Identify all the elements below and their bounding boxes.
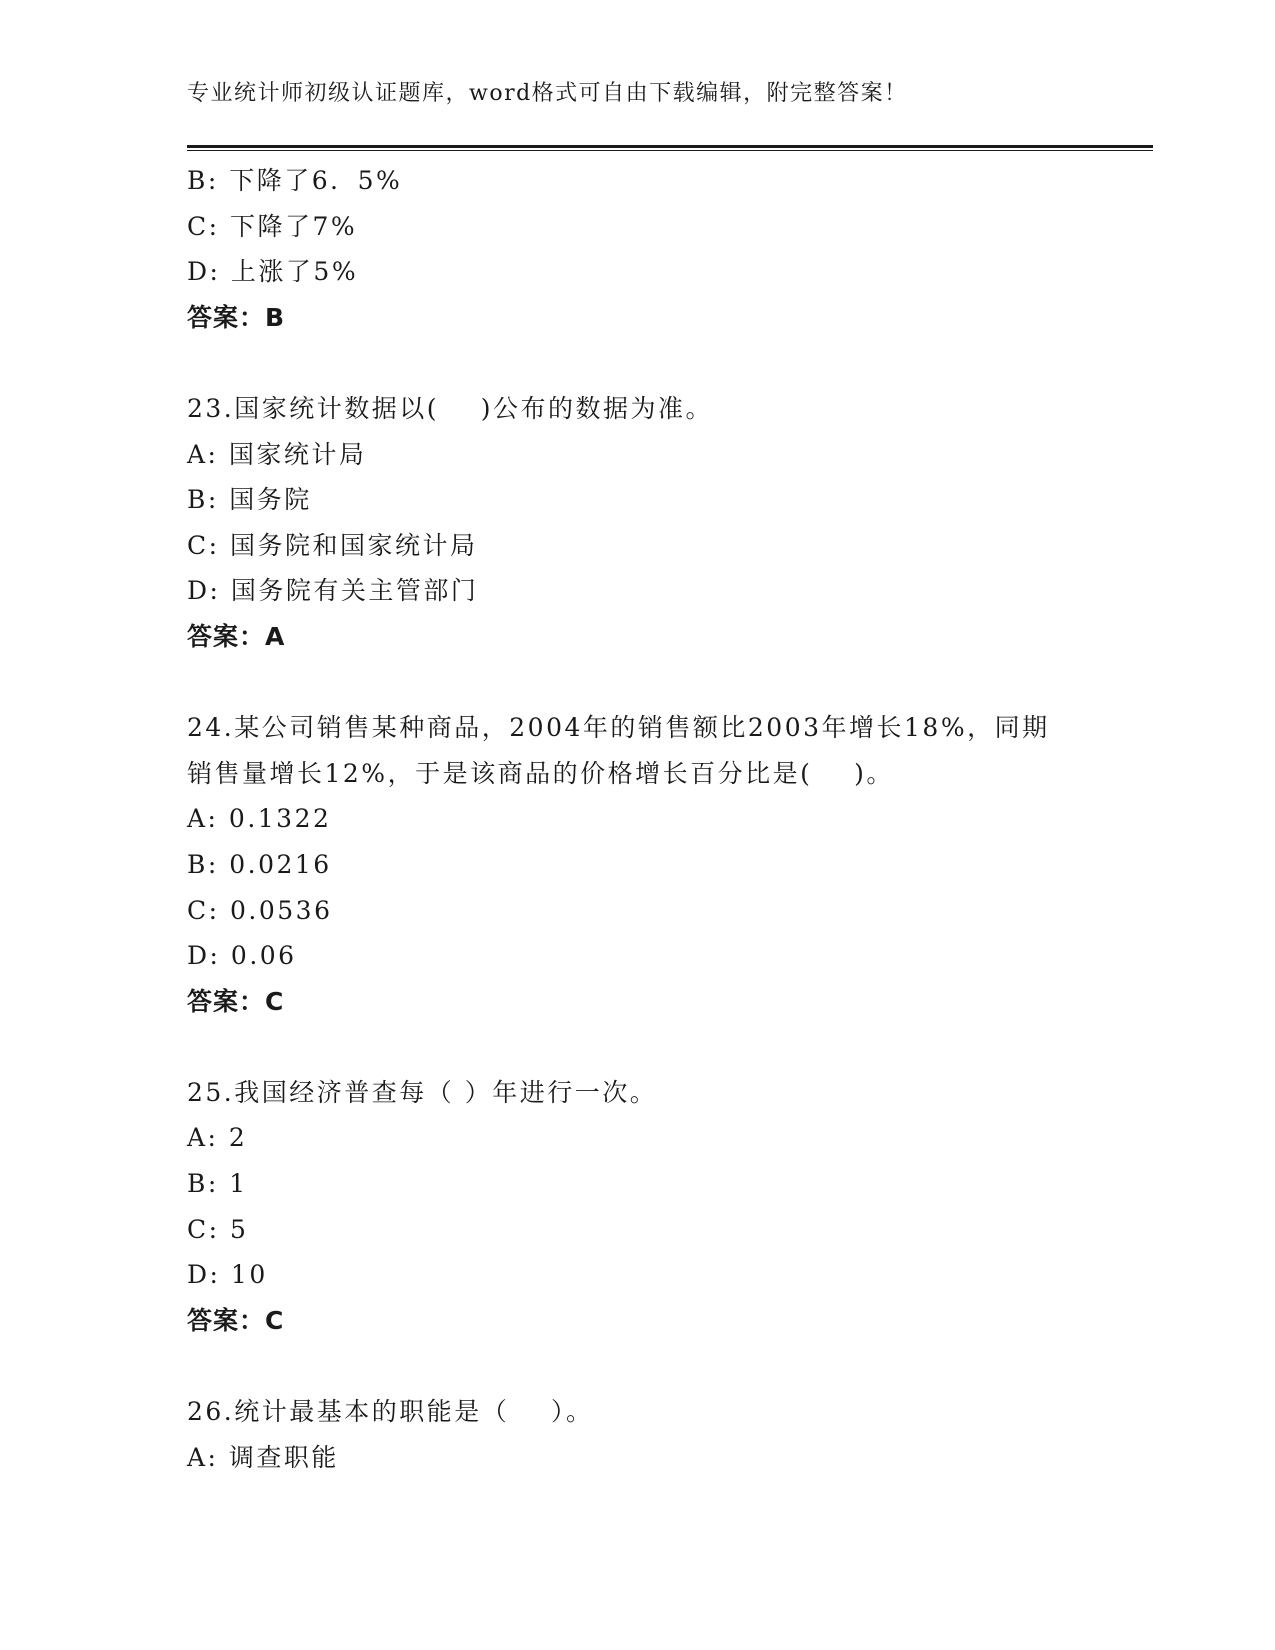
- option-a: A: 2: [187, 1123, 248, 1153]
- question-22: [187, 158, 1147, 340]
- option-a: A: 国家统计局: [187, 439, 367, 469]
- option-c: C: 0.0536: [187, 895, 333, 925]
- question-stem: 24.某公司销售某种商品，2004年的销售额比2003年增长18%，同期: [187, 713, 1050, 743]
- option-b: B: 0.0216: [187, 849, 332, 879]
- question-list: [187, 158, 1147, 1480]
- answer-line: 答案：A: [187, 621, 286, 651]
- option-b: B: 国务院: [187, 485, 312, 515]
- option-d: D: 上涨了5%: [187, 257, 359, 287]
- option-a: A: 调查职能: [187, 1442, 339, 1472]
- question-25: [187, 1070, 1147, 1344]
- question-24: [187, 705, 1147, 1024]
- question-stem: 25.我国经济普查每（ ）年进行一次。: [187, 1077, 658, 1107]
- question-23: [187, 386, 1147, 660]
- option-d: D: 0.06: [187, 941, 297, 971]
- option-c: C: 5: [187, 1214, 249, 1244]
- question-stem-continued: 销售量增长12%，于是该商品的价格增长百分比是( )。: [187, 758, 894, 788]
- question-26: [187, 1389, 1147, 1480]
- question-stem: 23.国家统计数据以( )公布的数据为准。: [187, 393, 714, 423]
- option-c: C: 国务院和国家统计局: [187, 530, 478, 560]
- question-stem: 26.统计最基本的职能是（ ）。: [187, 1397, 594, 1427]
- header-rule: [187, 145, 1153, 151]
- answer-line: 答案：C: [187, 1305, 285, 1335]
- option-d: D: 国务院有关主管部门: [187, 576, 479, 606]
- page-header: 专业统计师初级认证题库，word格式可自由下载编辑，附完整答案！: [187, 81, 908, 106]
- option-d: D: 10: [187, 1260, 268, 1290]
- answer-line: 答案：C: [187, 986, 285, 1016]
- option-b: B: 下降了6．5%: [187, 166, 403, 195]
- option-b: B: 1: [187, 1169, 248, 1199]
- answer-line: 答案：B: [187, 302, 286, 332]
- option-a: A: 0.1322: [187, 804, 332, 834]
- option-c: C: 下降了7%: [187, 211, 358, 241]
